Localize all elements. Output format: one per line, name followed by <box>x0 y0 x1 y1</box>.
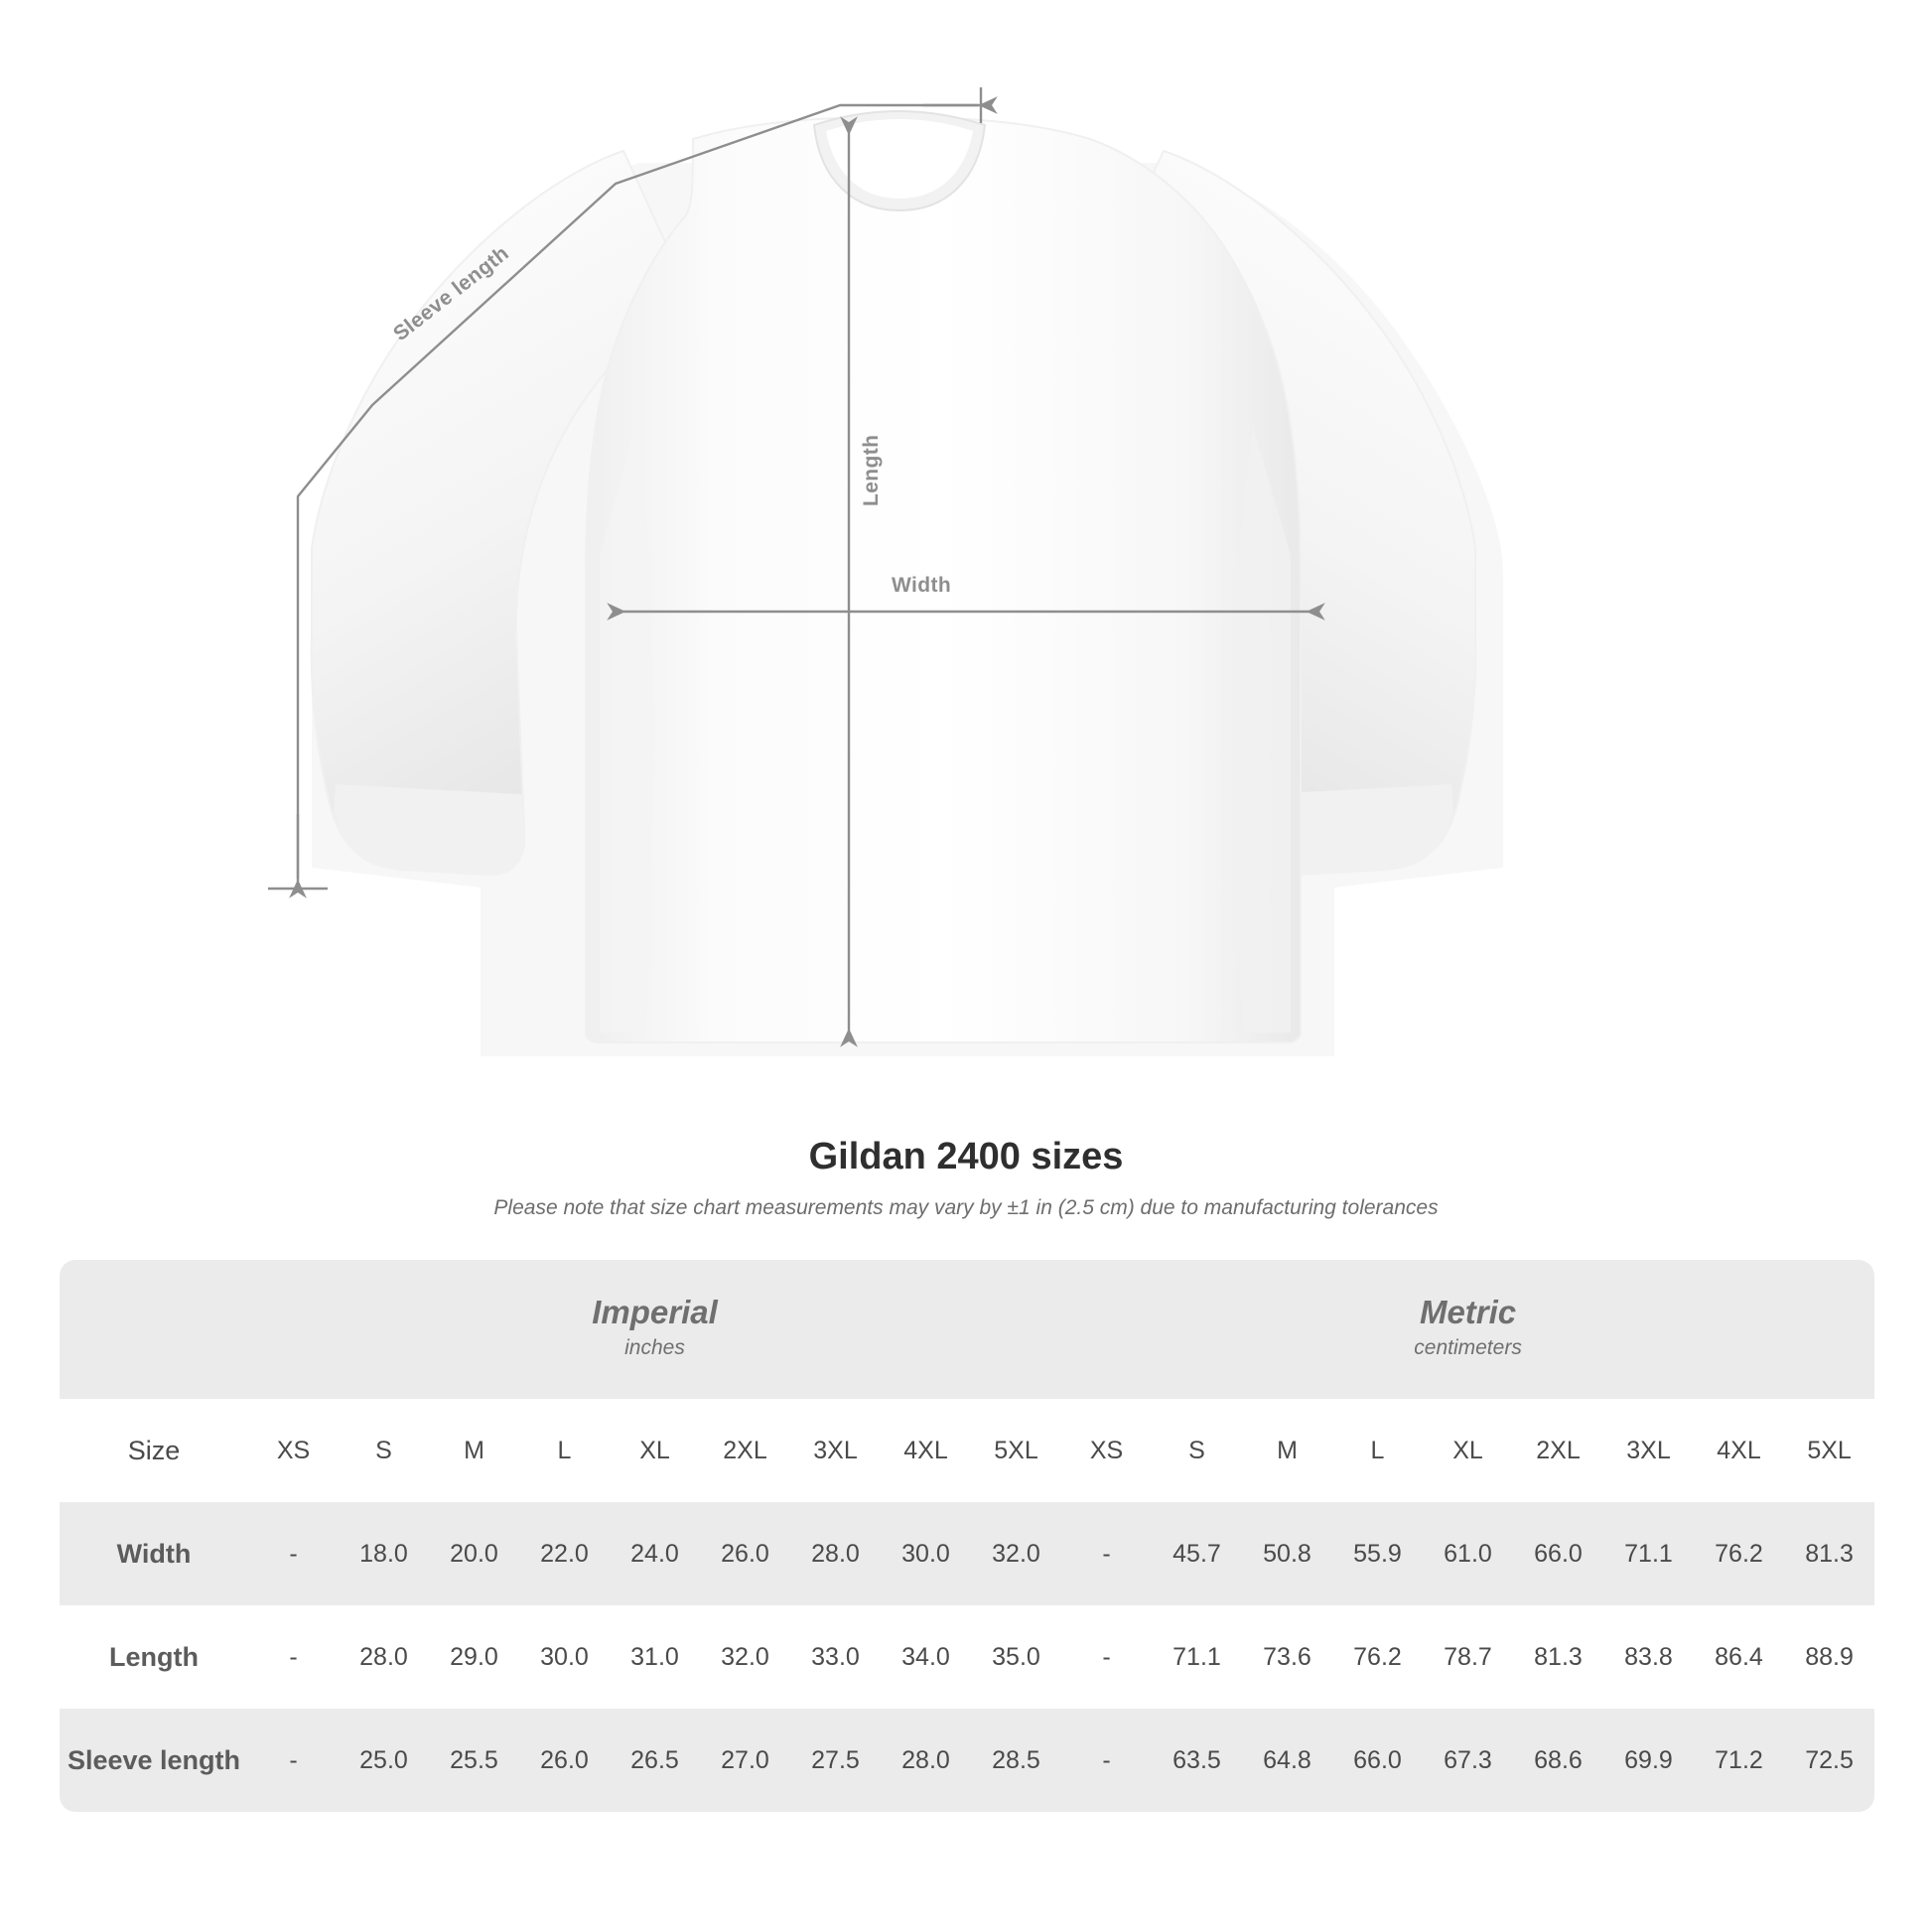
cell-length-imperial-xl: 31.0 <box>610 1605 700 1709</box>
cell-width-metric-3xl: 71.1 <box>1603 1502 1694 1605</box>
cell-length-metric-m: 73.6 <box>1242 1605 1332 1709</box>
cell-sleeve-imperial-4xl: 28.0 <box>881 1709 971 1812</box>
cell-sleeve-imperial-xl: 26.5 <box>610 1709 700 1812</box>
cell-sleeve-metric-3xl: 69.9 <box>1603 1709 1694 1812</box>
cell-width-metric-xs: - <box>1061 1502 1152 1605</box>
unit-group-metric-sub: centimeters <box>1414 1336 1522 1360</box>
unit-group-imperial-name: Imperial <box>592 1294 718 1331</box>
size-header-metric-m: M <box>1242 1399 1332 1502</box>
size-header-metric-5xl: 5XL <box>1784 1399 1874 1502</box>
cell-width-imperial-xl: 24.0 <box>610 1502 700 1605</box>
size-header-metric-2xl: 2XL <box>1513 1399 1603 1502</box>
tolerance-note: Please note that size chart measurements may vary by ±1 in (2.5 cm) due to manufacturing tolerances <box>493 1196 1439 1219</box>
size-header-metric-l: L <box>1332 1399 1423 1502</box>
size-header-metric-xs: XS <box>1061 1399 1152 1502</box>
cell-width-imperial-2xl: 26.0 <box>700 1502 790 1605</box>
cell-width-imperial-3xl: 28.0 <box>790 1502 881 1605</box>
row-label-width: Width <box>60 1502 248 1605</box>
size-header-imperial-l: L <box>519 1399 610 1502</box>
cell-length-imperial-3xl: 33.0 <box>790 1605 881 1709</box>
title-block <box>0 1136 1932 1220</box>
table-row-width <box>60 1502 1874 1605</box>
cell-length-metric-l: 76.2 <box>1332 1605 1423 1709</box>
row-label-length: Length <box>60 1605 248 1709</box>
cell-sleeve-imperial-2xl: 27.0 <box>700 1709 790 1812</box>
size-chart-table-wrap <box>60 1260 1872 1812</box>
cell-width-imperial-m: 20.0 <box>429 1502 519 1605</box>
sleeve-length-label: Sleeve length <box>389 241 513 346</box>
cell-sleeve-imperial-l: 26.0 <box>519 1709 610 1812</box>
size-header-metric-3xl: 3XL <box>1603 1399 1694 1502</box>
cell-length-metric-s: 71.1 <box>1152 1605 1242 1709</box>
cell-width-imperial-l: 22.0 <box>519 1502 610 1605</box>
cell-sleeve-metric-2xl: 68.6 <box>1513 1709 1603 1812</box>
cell-width-imperial-4xl: 30.0 <box>881 1502 971 1605</box>
cell-sleeve-metric-xl: 67.3 <box>1423 1709 1513 1812</box>
cell-length-imperial-5xl: 35.0 <box>971 1605 1061 1709</box>
width-label: Width <box>892 574 952 597</box>
cell-length-imperial-s: 28.0 <box>339 1605 429 1709</box>
cell-sleeve-imperial-xs: - <box>248 1709 339 1812</box>
size-header-metric-4xl: 4XL <box>1694 1399 1784 1502</box>
size-header-imperial-m: M <box>429 1399 519 1502</box>
cell-length-metric-3xl: 83.8 <box>1603 1605 1694 1709</box>
cell-length-imperial-xs: - <box>248 1605 339 1709</box>
size-header-imperial-xs: XS <box>248 1399 339 1502</box>
unit-group-imperial <box>248 1260 1061 1399</box>
cell-width-metric-s: 45.7 <box>1152 1502 1242 1605</box>
cell-length-metric-5xl: 88.9 <box>1784 1605 1874 1709</box>
page-title: Gildan 2400 sizes <box>808 1136 1124 1177</box>
cell-sleeve-imperial-5xl: 28.5 <box>971 1709 1061 1812</box>
cell-length-imperial-l: 30.0 <box>519 1605 610 1709</box>
table-row-length <box>60 1605 1874 1709</box>
cell-length-imperial-4xl: 34.0 <box>881 1605 971 1709</box>
cell-sleeve-imperial-s: 25.0 <box>339 1709 429 1812</box>
cell-length-metric-xl: 78.7 <box>1423 1605 1513 1709</box>
size-header-imperial-3xl: 3XL <box>790 1399 881 1502</box>
cell-width-metric-2xl: 66.0 <box>1513 1502 1603 1605</box>
table-row-sleeve-length <box>60 1709 1874 1812</box>
cell-sleeve-metric-5xl: 72.5 <box>1784 1709 1874 1812</box>
cell-sleeve-metric-m: 64.8 <box>1242 1709 1332 1812</box>
size-header-imperial-4xl: 4XL <box>881 1399 971 1502</box>
unit-group-metric <box>1061 1260 1874 1399</box>
length-label: Length <box>860 434 883 506</box>
size-header-imperial-5xl: 5XL <box>971 1399 1061 1502</box>
cell-width-imperial-xs: - <box>248 1502 339 1605</box>
cell-width-metric-5xl: 81.3 <box>1784 1502 1874 1605</box>
unit-group-imperial-sub: inches <box>624 1336 685 1360</box>
size-header-imperial-xl: XL <box>610 1399 700 1502</box>
cell-length-metric-xs: - <box>1061 1605 1152 1709</box>
cell-sleeve-metric-s: 63.5 <box>1152 1709 1242 1812</box>
cell-width-metric-m: 50.8 <box>1242 1502 1332 1605</box>
row-label-sleeve-length: Sleeve length <box>60 1709 248 1812</box>
cell-sleeve-imperial-m: 25.5 <box>429 1709 519 1812</box>
cell-width-metric-4xl: 76.2 <box>1694 1502 1784 1605</box>
cell-length-metric-2xl: 81.3 <box>1513 1605 1603 1709</box>
cell-width-metric-xl: 61.0 <box>1423 1502 1513 1605</box>
cell-length-imperial-m: 29.0 <box>429 1605 519 1709</box>
size-header-row <box>60 1399 1874 1502</box>
cell-sleeve-metric-4xl: 71.2 <box>1694 1709 1784 1812</box>
unit-group-metric-name: Metric <box>1419 1294 1517 1331</box>
cell-sleeve-imperial-3xl: 27.5 <box>790 1709 881 1812</box>
cell-length-metric-4xl: 86.4 <box>1694 1605 1784 1709</box>
cell-width-imperial-5xl: 32.0 <box>971 1502 1061 1605</box>
size-header-imperial-2xl: 2XL <box>700 1399 790 1502</box>
size-header-metric-s: S <box>1152 1399 1242 1502</box>
cell-width-imperial-s: 18.0 <box>339 1502 429 1605</box>
size-chart-table <box>60 1260 1874 1812</box>
cell-width-metric-l: 55.9 <box>1332 1502 1423 1605</box>
unit-header-row <box>60 1260 1874 1399</box>
cell-sleeve-metric-xs: - <box>1061 1709 1152 1812</box>
cell-length-imperial-2xl: 32.0 <box>700 1605 790 1709</box>
unit-header-spacer <box>60 1260 248 1399</box>
size-header-imperial-s: S <box>339 1399 429 1502</box>
size-header-metric-xl: XL <box>1423 1399 1513 1502</box>
cell-sleeve-metric-l: 66.0 <box>1332 1709 1423 1812</box>
size-header-label: Size <box>60 1399 248 1502</box>
